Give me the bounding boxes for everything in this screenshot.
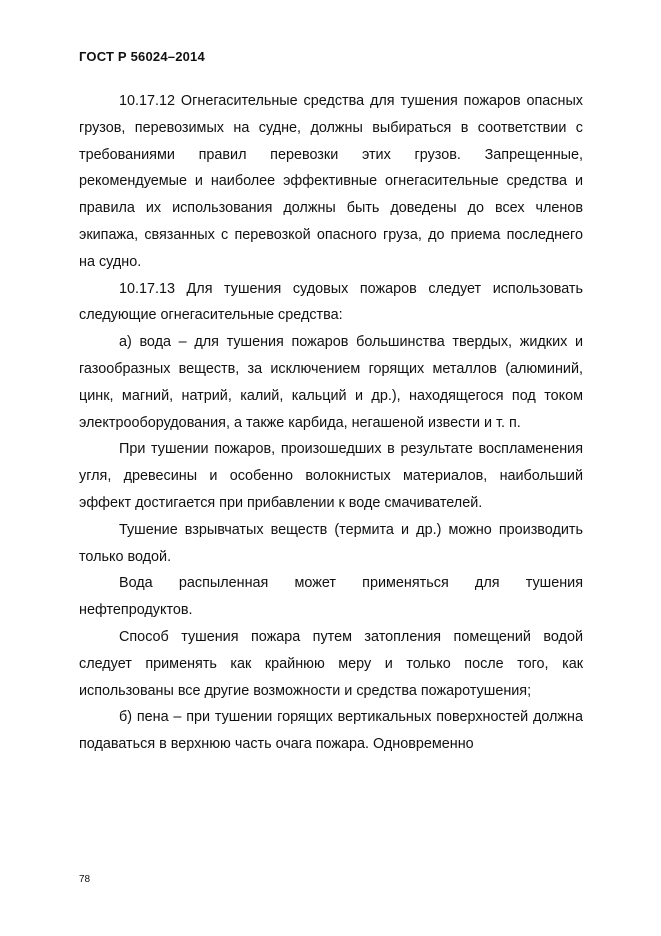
paragraph-flooding-method: Способ тушения пожара путем затопления помещений водой следует применять как крайнюю меру и только после того, как использованы все другие возможности и средства пожаротушения;	[79, 628, 583, 699]
paragraph-item-b-foam: б) пена – при тушении горящих вертикальных поверхностей должна подаваться в верхнюю часть очага пожара. Одновременно	[79, 709, 583, 753]
paragraph-item-a-water: а) вода – для тушения пожаров большинства твердых, жидких и газообразных веществ, за исключением горящих металлов (алюминий, цинк, магний, натрий, калий, кальций и др.), находящегося под током электрооборудования, а также карбида, негашеной извести и т. п.	[79, 334, 583, 431]
paragraph-wetting-agents: При тушении пожаров, произошедших в результате воспламенения угля, древесины и особенно волокнистых материалов, наибольший эффект достигается при прибавлении к воде смачивателей.	[79, 441, 583, 511]
paragraph-explosives: Тушение взрывчатых веществ (термита и др.) можно производить только водой.	[79, 521, 583, 565]
page-number: 78	[79, 874, 91, 885]
paragraph-sprayed-water: Вода распыленная может применяться для тушения нефтепродуктов.	[79, 575, 583, 619]
page-body	[79, 88, 583, 758]
paragraph-10-17-13: 10.17.13 Для тушения судовых пожаров следует использовать следующие огнегасительные средства:	[79, 280, 583, 324]
document-header: ГОСТ Р 56024–2014	[79, 49, 205, 64]
paragraph-10-17-12: 10.17.12 Огнегасительные средства для тушения пожаров опасных грузов, перевозимых на судне, должны выбираться в соответствии с требованиями правил перевозки этих грузов. Запрещенные, рекомендуемые и наиболее эффективные огнегасительные средства и правила их использования должны быть доведены до всех членов экипажа, связанных с перевозкой опасного груза, до приема последнего на судно.	[79, 93, 583, 270]
